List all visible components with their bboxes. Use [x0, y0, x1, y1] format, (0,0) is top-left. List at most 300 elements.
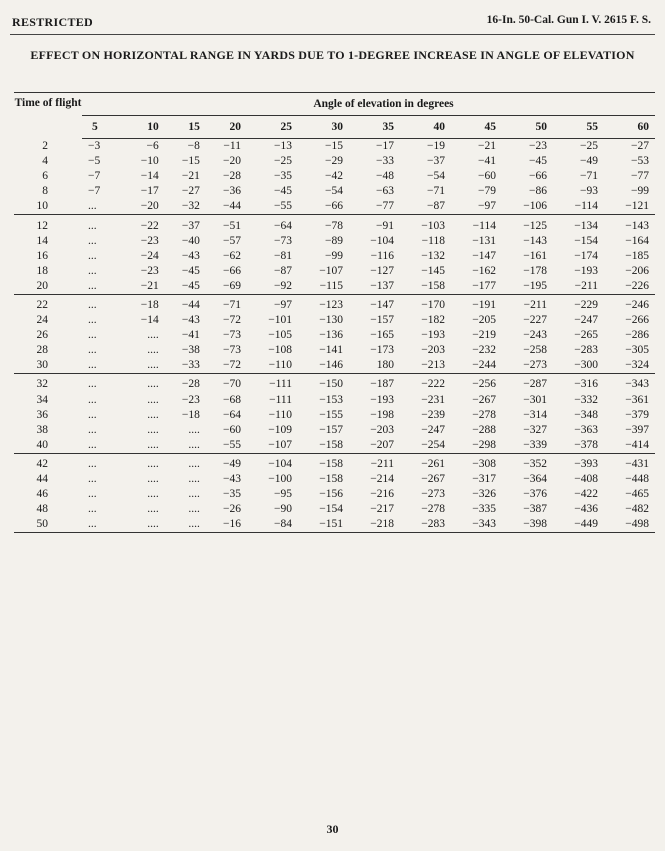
- table-row: [14, 374, 655, 393]
- value-cell: ....: [124, 517, 165, 533]
- value-cell: −191: [472, 298, 496, 311]
- value-cell: ...: [88, 378, 97, 391]
- value-cell: −158: [319, 457, 343, 470]
- value-cell: −78: [324, 219, 343, 232]
- value-cell: −422: [574, 488, 598, 501]
- page-title: EFFECT ON HORIZONTAL RANGE IN YARDS DUE TO 1-DEGREE INCREASE IN ANGLE OF ELEVATION: [30, 48, 635, 62]
- value-cell: −8: [187, 140, 200, 153]
- document-reference: 16-In. 50-Cal. Gun I. V. 2615 F. S.: [486, 14, 651, 26]
- value-cell: −64: [273, 219, 292, 232]
- value-cell: ....: [124, 358, 165, 374]
- value-cell: ...: [88, 488, 97, 501]
- value-cell: ...: [88, 503, 97, 516]
- time-of-flight-cell: 2: [42, 139, 48, 152]
- value-cell: −15: [181, 155, 200, 168]
- classification-label: RESTRICTED: [12, 15, 94, 29]
- time-of-flight-cell: 36: [36, 408, 48, 421]
- value-cell: −165: [370, 329, 394, 342]
- value-cell: −77: [349, 199, 400, 215]
- value-cell: −7: [88, 170, 101, 183]
- value-cell: −89: [324, 234, 343, 247]
- table-row: [14, 313, 655, 328]
- value-cell: −21: [124, 279, 165, 295]
- column-header-15: 15: [165, 116, 206, 139]
- value-cell: −121: [604, 199, 655, 215]
- value-cell: −13: [273, 140, 292, 153]
- value-cell: −363: [574, 423, 598, 436]
- value-cell: −123: [319, 298, 343, 311]
- table-row: [14, 487, 655, 502]
- value-cell: −283: [400, 517, 451, 533]
- value-cell: −137: [349, 279, 400, 295]
- value-cell: −156: [319, 488, 343, 501]
- time-of-flight-cell: 28: [36, 344, 48, 357]
- column-header-row: [14, 116, 655, 139]
- value-cell: −170: [421, 298, 445, 311]
- value-cell: −27: [181, 185, 200, 198]
- value-cell: −86: [528, 185, 547, 198]
- table-row: [14, 423, 655, 438]
- value-cell: −326: [472, 488, 496, 501]
- value-cell: −79: [477, 185, 496, 198]
- value-cell: −28: [181, 378, 200, 391]
- value-cell: −154: [574, 234, 598, 247]
- value-cell: −101: [268, 314, 292, 327]
- value-cell: −397: [625, 423, 649, 436]
- value-cell: ....: [147, 329, 159, 342]
- value-cell: ....: [147, 378, 159, 391]
- value-cell: −232: [472, 344, 496, 357]
- value-cell: −173: [370, 344, 394, 357]
- value-cell: −265: [574, 329, 598, 342]
- value-cell: −62: [222, 249, 241, 262]
- angle-of-elevation-header: Angle of elevation in degrees: [82, 93, 655, 116]
- value-cell: −66: [298, 199, 349, 215]
- value-cell: −398: [502, 517, 553, 533]
- value-cell: −130: [319, 314, 343, 327]
- value-cell: −24: [140, 249, 159, 262]
- time-of-flight-cell: 46: [36, 488, 48, 501]
- value-cell: −211: [553, 279, 604, 295]
- value-cell: −339: [502, 438, 553, 454]
- value-cell: −64: [222, 408, 241, 421]
- time-of-flight-cell: 42: [36, 457, 48, 470]
- value-cell: −361: [625, 393, 649, 406]
- value-cell: −81: [273, 249, 292, 262]
- value-cell: −449: [553, 517, 604, 533]
- value-cell: −21: [181, 170, 200, 183]
- value-cell: −498: [604, 517, 655, 533]
- value-cell: −147: [370, 298, 394, 311]
- value-cell: −158: [400, 279, 451, 295]
- value-cell: −63: [375, 185, 394, 198]
- value-cell: −14: [140, 170, 159, 183]
- value-cell: −273: [421, 488, 445, 501]
- value-cell: −29: [324, 155, 343, 168]
- value-cell: −106: [502, 199, 553, 215]
- value-cell: −42: [324, 170, 343, 183]
- time-of-flight-cell: 48: [36, 503, 48, 516]
- table-row: [14, 408, 655, 423]
- value-cell: −243: [523, 329, 547, 342]
- value-cell: −14: [140, 314, 159, 327]
- table-row: [14, 358, 655, 374]
- value-cell: −254: [400, 438, 451, 454]
- value-cell: −258: [523, 344, 547, 357]
- value-cell: −45: [181, 264, 200, 277]
- value-cell: ...: [88, 393, 97, 406]
- value-cell: −308: [472, 457, 496, 470]
- value-cell: ....: [147, 473, 159, 486]
- value-cell: −73: [222, 344, 241, 357]
- value-cell: ...: [88, 249, 97, 262]
- value-cell: −99: [324, 249, 343, 262]
- value-cell: ....: [147, 488, 159, 501]
- value-cell: −203: [421, 344, 445, 357]
- value-cell: −44: [206, 199, 247, 215]
- value-cell: −157: [319, 423, 343, 436]
- value-cell: ...: [88, 423, 97, 436]
- value-cell: −33: [165, 358, 206, 374]
- value-cell: ...: [82, 438, 124, 454]
- column-header-55: 55: [553, 116, 604, 139]
- value-cell: −205: [472, 314, 496, 327]
- value-cell: −261: [421, 457, 445, 470]
- value-cell: −57: [222, 234, 241, 247]
- table-row: [14, 215, 655, 234]
- table-body: [14, 139, 655, 533]
- value-cell: ...: [82, 358, 124, 374]
- time-of-flight-cell: 32: [36, 378, 48, 391]
- value-cell: −45: [165, 279, 206, 295]
- column-header-60: 60: [604, 116, 655, 139]
- table-row: [14, 154, 655, 169]
- table-row: [14, 438, 655, 454]
- value-cell: −41: [181, 329, 200, 342]
- range-effect-table: [14, 92, 655, 533]
- value-cell: −37: [426, 155, 445, 168]
- value-cell: −131: [472, 234, 496, 247]
- value-cell: −343: [625, 378, 649, 391]
- value-cell: −104: [268, 457, 292, 470]
- value-cell: −44: [181, 298, 200, 311]
- value-cell: −352: [523, 457, 547, 470]
- value-cell: −216: [370, 488, 394, 501]
- column-header-50: 50: [502, 116, 553, 139]
- value-cell: −43: [222, 473, 241, 486]
- value-cell: −193: [421, 329, 445, 342]
- value-cell: −38: [181, 344, 200, 357]
- time-of-flight-cell: 8: [42, 185, 48, 198]
- value-cell: −146: [298, 358, 349, 374]
- value-cell: −28: [222, 170, 241, 183]
- table-row: [14, 517, 655, 533]
- value-cell: −25: [579, 140, 598, 153]
- value-cell: −60: [222, 423, 241, 436]
- value-cell: −45: [528, 155, 547, 168]
- value-cell: −93: [579, 185, 598, 198]
- value-cell: −278: [472, 408, 496, 421]
- value-cell: −10: [140, 155, 159, 168]
- value-cell: −134: [574, 219, 598, 232]
- time-of-flight-cell: 22: [36, 298, 48, 311]
- value-cell: −162: [472, 264, 496, 277]
- table-row: [14, 169, 655, 184]
- value-cell: −143: [523, 234, 547, 247]
- header-rule: [10, 34, 655, 35]
- value-cell: −105: [268, 329, 292, 342]
- table-row: [14, 502, 655, 517]
- value-cell: −5: [88, 155, 101, 168]
- value-cell: −143: [625, 219, 649, 232]
- value-cell: −286: [625, 329, 649, 342]
- column-header-45: 45: [451, 116, 502, 139]
- value-cell: −41: [477, 155, 496, 168]
- value-cell: ...: [82, 279, 124, 295]
- value-cell: −118: [421, 234, 445, 247]
- value-cell: −327: [523, 423, 547, 436]
- value-cell: −393: [574, 457, 598, 470]
- value-cell: −60: [477, 170, 496, 183]
- value-cell: −18: [181, 408, 200, 421]
- value-cell: −127: [370, 264, 394, 277]
- value-cell: −195: [502, 279, 553, 295]
- value-cell: −155: [319, 408, 343, 421]
- value-cell: −7: [88, 185, 101, 198]
- time-of-flight-cell: 50: [14, 517, 82, 533]
- value-cell: ...: [88, 457, 97, 470]
- value-cell: −22: [140, 219, 159, 232]
- page-number: 30: [326, 822, 339, 836]
- value-cell: ....: [124, 438, 165, 454]
- time-of-flight-cell: 40: [14, 438, 82, 454]
- value-cell: −343: [451, 517, 502, 533]
- value-cell: −364: [523, 473, 547, 486]
- table-row: [14, 472, 655, 487]
- value-cell: −185: [625, 249, 649, 262]
- value-cell: −91: [375, 219, 394, 232]
- value-cell: −158: [319, 473, 343, 486]
- value-cell: −174: [574, 249, 598, 262]
- value-cell: ...: [88, 329, 97, 342]
- value-cell: −147: [472, 249, 496, 262]
- column-header-20: 20: [206, 116, 247, 139]
- value-cell: −111: [269, 378, 292, 391]
- value-cell: −15: [324, 140, 343, 153]
- value-cell: ....: [188, 488, 200, 501]
- value-cell: −157: [370, 314, 394, 327]
- value-cell: −305: [625, 344, 649, 357]
- value-cell: −87: [400, 199, 451, 215]
- time-of-flight-cell: 16: [36, 249, 48, 262]
- value-cell: −298: [451, 438, 502, 454]
- value-cell: −49: [579, 155, 598, 168]
- value-cell: −239: [421, 408, 445, 421]
- column-header-40: 40: [400, 116, 451, 139]
- value-cell: −136: [319, 329, 343, 342]
- value-cell: −193: [574, 264, 598, 277]
- value-cell: −53: [631, 155, 649, 168]
- value-cell: −214: [370, 473, 394, 486]
- value-cell: −278: [421, 503, 445, 516]
- value-cell: −33: [375, 155, 394, 168]
- value-cell: −378: [553, 438, 604, 454]
- value-cell: −387: [523, 503, 547, 516]
- value-cell: ....: [147, 503, 159, 516]
- time-of-flight-cell: 14: [36, 234, 48, 247]
- value-cell: ....: [165, 438, 206, 454]
- value-cell: −72: [206, 358, 247, 374]
- value-cell: −332: [574, 393, 598, 406]
- value-cell: −114: [553, 199, 604, 215]
- value-cell: −43: [181, 314, 200, 327]
- value-cell: ...: [88, 473, 97, 486]
- time-of-flight-cell: 12: [36, 219, 48, 232]
- value-cell: −266: [625, 314, 649, 327]
- value-cell: −23: [528, 140, 547, 153]
- value-cell: −287: [523, 378, 547, 391]
- value-cell: −103: [421, 219, 445, 232]
- value-cell: ....: [188, 473, 200, 486]
- value-cell: ....: [147, 423, 159, 436]
- value-cell: −97: [451, 199, 502, 215]
- column-header-30: 30: [298, 116, 349, 139]
- value-cell: −317: [472, 473, 496, 486]
- value-cell: ....: [188, 457, 200, 470]
- time-of-flight-cell: 10: [14, 199, 82, 215]
- value-cell: −207: [349, 438, 400, 454]
- value-cell: −229: [574, 298, 598, 311]
- value-cell: −125: [523, 219, 547, 232]
- value-cell: −115: [298, 279, 349, 295]
- value-cell: −273: [502, 358, 553, 374]
- value-cell: ...: [88, 298, 97, 311]
- value-cell: −211: [370, 457, 394, 470]
- value-cell: −108: [268, 344, 292, 357]
- value-cell: −48: [375, 170, 394, 183]
- value-cell: −150: [319, 378, 343, 391]
- value-cell: −73: [222, 329, 241, 342]
- value-cell: −217: [370, 503, 394, 516]
- value-cell: −222: [421, 378, 445, 391]
- value-cell: −153: [319, 393, 343, 406]
- value-cell: ....: [188, 423, 200, 436]
- value-cell: −70: [222, 378, 241, 391]
- time-of-flight-header: Time of flight: [14, 93, 82, 139]
- table-row: [14, 393, 655, 408]
- value-cell: −11: [223, 140, 241, 153]
- value-cell: −23: [140, 234, 159, 247]
- time-of-flight-cell: 4: [42, 155, 48, 168]
- value-cell: −231: [421, 393, 445, 406]
- value-cell: −92: [247, 279, 298, 295]
- value-cell: −35: [273, 170, 292, 183]
- value-cell: −436: [574, 503, 598, 516]
- value-cell: −77: [631, 170, 649, 183]
- value-cell: −161: [523, 249, 547, 262]
- value-cell: −35: [222, 488, 241, 501]
- value-cell: −164: [625, 234, 649, 247]
- value-cell: −145: [421, 264, 445, 277]
- value-cell: −17: [140, 185, 159, 198]
- value-cell: −193: [370, 393, 394, 406]
- value-cell: ....: [147, 393, 159, 406]
- time-of-flight-cell: 38: [36, 423, 48, 436]
- value-cell: −211: [523, 298, 547, 311]
- value-cell: −247: [421, 423, 445, 436]
- value-cell: −335: [472, 503, 496, 516]
- value-cell: −348: [574, 408, 598, 421]
- value-cell: −20: [124, 199, 165, 215]
- value-cell: ...: [82, 517, 124, 533]
- table-row: [14, 249, 655, 264]
- time-of-flight-cell: 6: [42, 170, 48, 183]
- value-cell: −316: [574, 378, 598, 391]
- value-cell: −107: [319, 264, 343, 277]
- value-cell: −69: [206, 279, 247, 295]
- value-cell: −21: [477, 140, 496, 153]
- table-row: [14, 343, 655, 358]
- value-cell: ...: [88, 408, 97, 421]
- value-cell: −68: [222, 393, 241, 406]
- table-row: [14, 139, 655, 155]
- value-cell: −73: [273, 234, 292, 247]
- value-cell: −414: [604, 438, 655, 454]
- value-cell: −482: [625, 503, 649, 516]
- value-cell: −25: [273, 155, 292, 168]
- value-cell: −95: [273, 488, 292, 501]
- value-cell: ....: [188, 503, 200, 516]
- value-cell: −116: [370, 249, 394, 262]
- value-cell: −104: [370, 234, 394, 247]
- value-cell: −54: [324, 185, 343, 198]
- value-cell: −158: [298, 438, 349, 454]
- value-cell: −43: [181, 249, 200, 262]
- value-cell: −3: [88, 140, 101, 153]
- value-cell: −283: [574, 344, 598, 357]
- value-cell: −16: [206, 517, 247, 533]
- value-cell: −114: [472, 219, 496, 232]
- value-cell: −109: [268, 423, 292, 436]
- value-cell: −71: [579, 170, 598, 183]
- value-cell: ...: [88, 234, 97, 247]
- column-header-35: 35: [349, 116, 400, 139]
- time-of-flight-cell: 18: [36, 264, 48, 277]
- value-cell: −23: [140, 264, 159, 277]
- value-cell: −141: [319, 344, 343, 357]
- value-cell: −379: [625, 408, 649, 421]
- table-row: [14, 294, 655, 313]
- value-cell: −23: [181, 393, 200, 406]
- table-row: [14, 328, 655, 343]
- value-cell: −18: [140, 298, 159, 311]
- time-of-flight-cell: 24: [36, 314, 48, 327]
- table-row: [14, 199, 655, 215]
- value-cell: −71: [222, 298, 241, 311]
- value-cell: −20: [222, 155, 241, 168]
- value-cell: −267: [472, 393, 496, 406]
- value-cell: −314: [523, 408, 547, 421]
- value-cell: ....: [147, 408, 159, 421]
- time-of-flight-cell: 34: [36, 393, 48, 406]
- value-cell: −213: [400, 358, 451, 374]
- value-cell: ...: [88, 314, 97, 327]
- value-cell: −6: [146, 140, 159, 153]
- value-cell: −151: [298, 517, 349, 533]
- value-cell: −17: [375, 140, 394, 153]
- value-cell: −40: [181, 234, 200, 247]
- value-cell: −206: [625, 264, 649, 277]
